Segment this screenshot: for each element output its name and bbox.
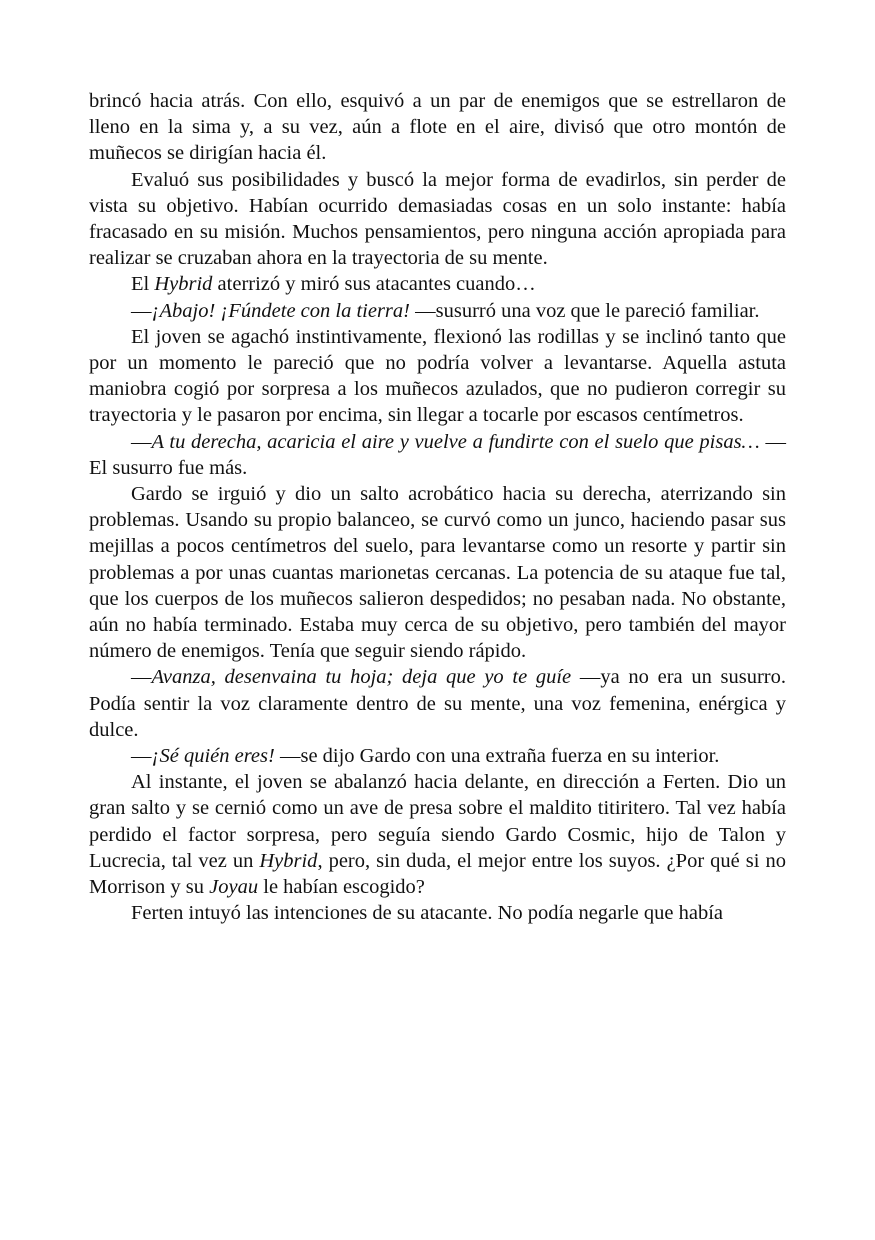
dialogue-dash: — (131, 299, 152, 322)
dialogue-dash: — (131, 666, 152, 689)
paragraph-text: Al instante, el joven se abalanzó hacia delante, en dirección a Ferten. Dio un gran salto y se cernió como un ave de presa sobre el maldito titiritero. Tal vez había perdido el factor sorpresa, pero seguía siendo Gardo Cosmic, hijo de Talon y Lucrecia, tal vez un (89, 771, 786, 872)
italic-dialogue: Avanza, desenvaina tu hoja; deja que yo te guíe (151, 666, 572, 689)
paragraph-text: —se dijo Gardo con una extraña fuerza en su interior. (274, 745, 720, 768)
paragraph (89, 88, 786, 167)
paragraph (89, 900, 786, 926)
paragraph (89, 167, 786, 272)
italic-term: Hybrid (154, 273, 213, 296)
paragraph-text: aterrizó y miró sus atacantes cuando… (212, 273, 536, 296)
paragraph-text: El joven se agachó instintivamente, flexionó las rodillas y se inclinó tanto que por un momento le pareció que no podría volver a levantarse. Aquella astuta maniobra cogió por sorpresa a los muñecos azulados, que no pudieron corregir su trayectoria y le pasaron por encima, sin llegar a tocarle por escasos centímetros. (89, 325, 786, 427)
dialogue-dash: — (131, 745, 152, 768)
paragraph-text: brincó hacia atrás. Con ello, esquivó a un par de enemigos que se estrellaron de lleno en la sima y, a su vez, aún a flote en el aire, divisó que otro montón de muñecos se dirigían hacia él. (89, 90, 786, 165)
dialogue-paragraph (89, 664, 786, 743)
paragraph (89, 769, 786, 900)
italic-dialogue: A tu derecha, acaricia el aire y vuelve a fundirte con el suelo que pisas… (151, 430, 760, 453)
dialogue-paragraph (89, 429, 786, 481)
paragraph-text: —El susurro fue más. (89, 430, 787, 479)
paragraph-text: El (131, 273, 155, 296)
italic-term: Joyau (209, 876, 259, 899)
dialogue-dash: — (131, 430, 152, 453)
paragraph-text: Evaluó sus posibilidades y buscó la mejor forma de evadirlos, sin perder de vista su objetivo. Habían ocurrido demasiadas cosas en un solo instante: había fracasado en su misión. Muchos pensamientos, pero ninguna acción apropiada para realizar se cruzaban ahora en la trayectoria de su mente. (89, 168, 786, 270)
paragraph (89, 481, 786, 664)
paragraph-text: le habían escogido? (258, 876, 425, 899)
italic-dialogue: ¡Abajo! ¡Fúndete con la tierra! (151, 299, 410, 322)
page-body (89, 88, 786, 927)
paragraph (89, 324, 786, 429)
paragraph-text: —susurró una voz que le pareció familiar. (409, 299, 760, 322)
dialogue-paragraph (89, 298, 786, 324)
paragraph-text: —ya no era un susurro. Podía sentir la voz claramente dentro de su mente, una voz femenina, enérgica y dulce. (89, 666, 786, 741)
paragraph-text: , pero, sin duda, el mejor entre los suyos. ¿Por qué si no Morrison y su (89, 849, 786, 899)
italic-dialogue: ¡Sé quién eres! (151, 745, 275, 768)
dialogue-paragraph (89, 743, 786, 769)
italic-term: Hybrid (259, 849, 318, 872)
paragraph-text: Ferten intuyó las intenciones de su atacante. No podía negarle que había (131, 902, 724, 925)
paragraph (89, 271, 786, 297)
paragraph-text: Gardo se irguió y dio un salto acrobático hacia su derecha, aterrizando sin problemas. Usando su propio balanceo, se curvó como un junco, haciendo pasar sus mejillas a pocos centímetros del suelo, para levantarse como un resorte y partir sin problemas a por unas cuantas marionetas cercanas. La potencia de su ataque fue tal, que los cuerpos de los muñecos salieron despedidos; no pesaban nada. No obstante, aún no había terminado. Estaba muy cerca de su objetivo, pero también del mayor número de enemigos. Tenía que seguir siendo rápido. (89, 483, 786, 663)
